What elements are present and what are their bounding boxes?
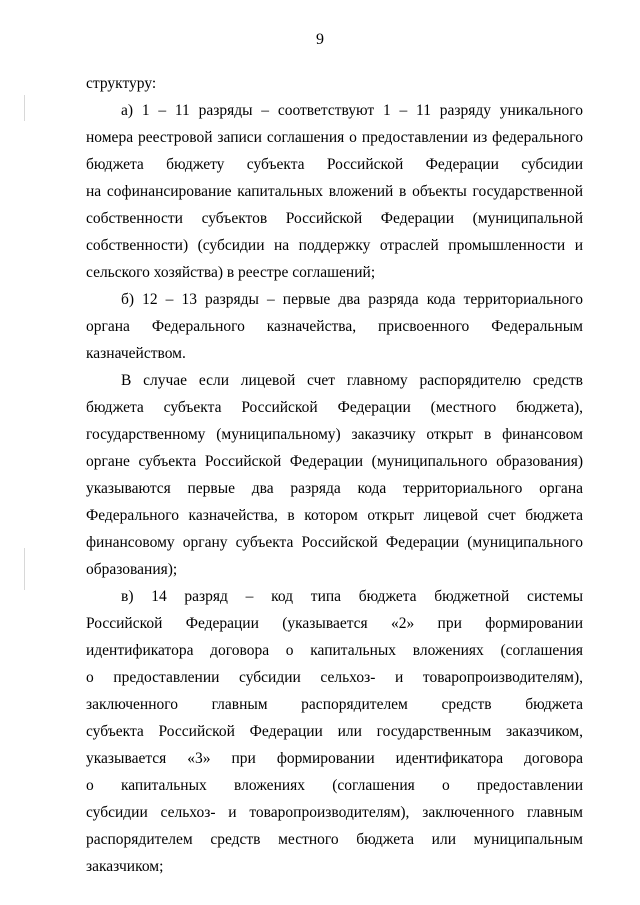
paragraph-case-start: В случае если лицевой счет главному распорядителю средств (121, 372, 583, 389)
text-line: указываются первые два разряда кода территориального органа (86, 480, 583, 497)
text-line: о капитальных вложениях (соглашения о предоставлении (86, 777, 583, 794)
text-line: заказчиком; (86, 858, 164, 875)
text-line: бюджета бюджету субъекта Российской Федерации субсидии (86, 156, 583, 173)
text-line: Российской Федерации (указывается «2» при формировании (86, 615, 583, 632)
text-line: структуру: (86, 75, 157, 92)
scan-artifact-top (24, 95, 25, 121)
text-line: бюджета субъекта Российской Федерации (местного бюджета), (86, 399, 583, 416)
text-line: органа Федерального казначейства, присвоенного Федеральным (86, 318, 583, 335)
text-line: казначейством. (86, 345, 186, 362)
text-line: указывается «3» при формировании идентификатора договора (86, 750, 583, 767)
text-line: собственности субъектов Российской Федерации (муниципальной (86, 210, 583, 227)
text-line: идентификатора договора о капитальных вложениях (соглашения (86, 642, 583, 659)
text-line: сельского хозяйства) в реестре соглашений; (86, 264, 376, 281)
text-line: на софинансирование капитальных вложений в объекты государственной (86, 183, 583, 200)
text-line: органе субъекта Российской Федерации (муниципального образования) (86, 453, 583, 470)
text-line: о предоставлении субсидии сельхоз- и товаропроизводителям), (86, 669, 583, 686)
paragraph-b-start: б) 12 – 13 разряды – первые два разряда кода территориального (121, 291, 583, 308)
paragraph-a-start: а) 1 – 11 разряды – соответствуют 1 – 11 разряду уникального (121, 102, 583, 119)
text-line: распорядителем средств местного бюджета или муниципальным (86, 831, 583, 848)
text-line: номера реестровой записи соглашения о предоставлении из федерального (86, 129, 583, 146)
text-line: заключенного главным распорядителем средств бюджета (86, 696, 583, 713)
text-line: финансовому органу субъекта Российской Федерации (муниципального (86, 534, 583, 551)
text-line: Федерального казначейства, в котором открыт лицевой счет бюджета (86, 507, 583, 524)
text-line: собственности) (субсидии на поддержку отраслей промышленности и (86, 237, 583, 254)
scan-artifact-middle (24, 548, 25, 590)
page-number: 9 (316, 31, 324, 48)
text-line: субъекта Российской Федерации или государственным заказчиком, (86, 723, 583, 740)
text-line: образования); (86, 561, 178, 578)
text-line: государственному (муниципальному) заказчику открыт в финансовом (86, 426, 583, 443)
text-line: субсидии сельхоз- и товаропроизводителям), заключенного главным (86, 804, 583, 821)
paragraph-v-start: в) 14 разряд – код типа бюджета бюджетной системы (121, 588, 583, 605)
